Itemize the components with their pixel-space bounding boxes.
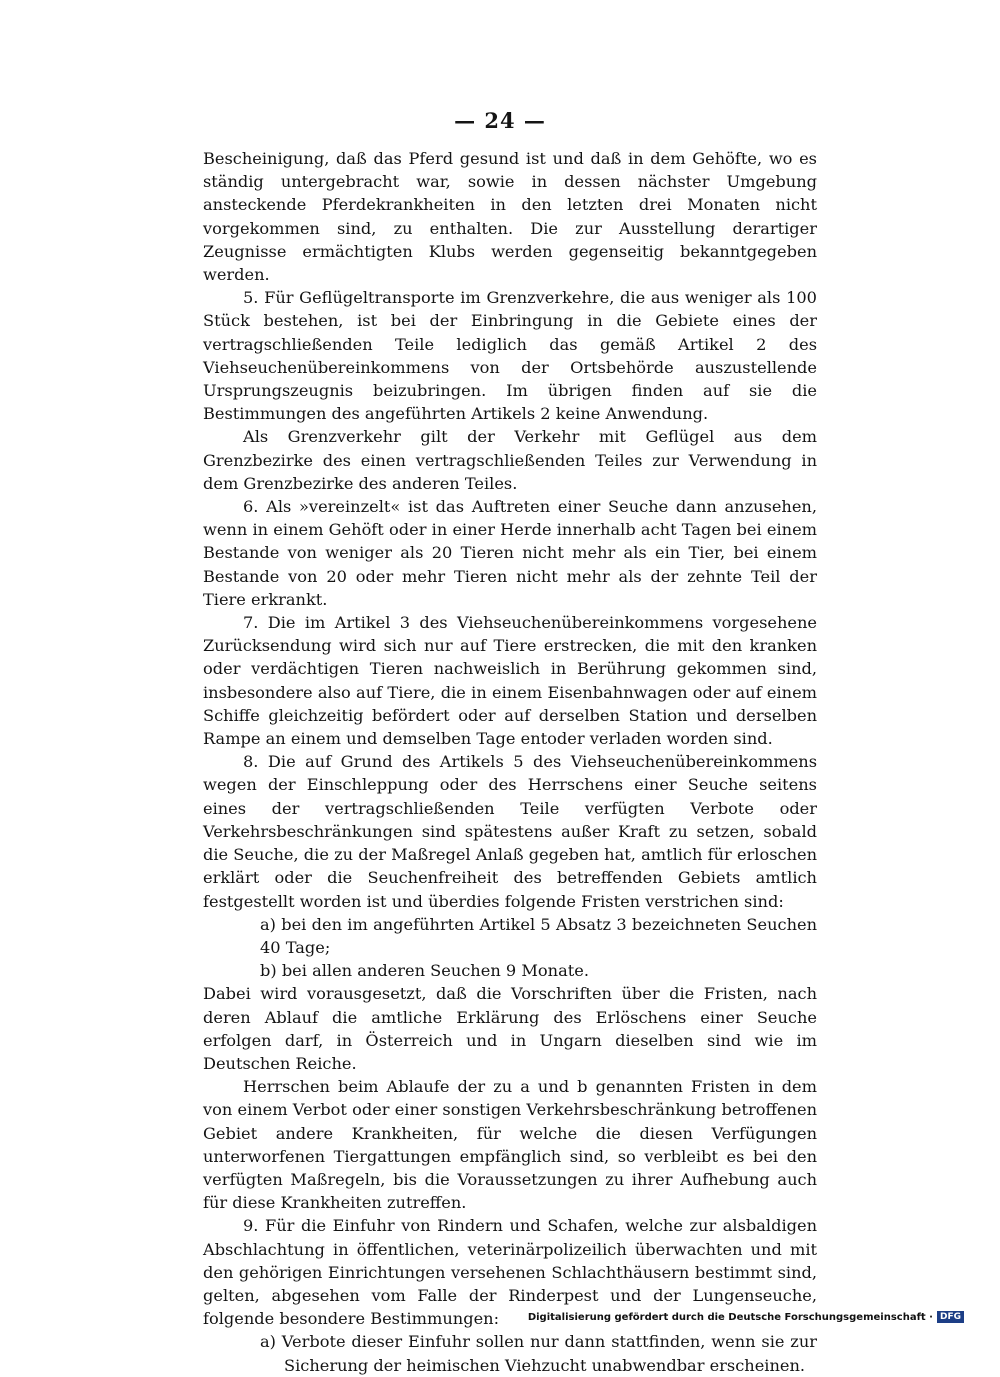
paragraph-section-7: 7. Die im Artikel 3 des Viehseuchenübereinkommens vorgesehene Zurücksendung wird sich nur auf Tiere erstrecken, die mit den kranken oder verdächtigen Tieren nachweislich in Berührung gekommen sind, insbesondere also auf Tiere, die in einem Eisenbahnwagen oder auf einem Schiffe gleichzeitig befördert oder auf derselben Station und derselben Rampe an einem und demselben Tage entoder verladen worden sind. <box>203 613 817 749</box>
page-number: — 24 — <box>454 108 546 133</box>
paragraph-certificate-continuation: Bescheinigung, daß das Pferd gesund ist und daß in dem Gehöfte, wo es ständig untergebracht war, sowie in dessen nächster Umgebung ansteckende Pferdekrankheiten in den letzten drei Monaten nicht vorgekommen sind, zu enthalten. Die zur Ausstellung derartiger Zeugnisse ermächtigten Klubs werden gegenseitig bekanntgegeben werden. <box>203 149 817 285</box>
footer-credit-text: Digitalisierung gefördert durch die Deutsche Forschungsgemeinschaft · <box>527 1311 933 1323</box>
digitization-footer <box>528 1311 964 1323</box>
paragraph-section-6: 6. Als »vereinzelt« ist das Auftreten einer Seuche dann anzusehen, wenn in einem Gehöft oder in einer Herde innerhalb acht Tagen bei einem Bestande von weniger als 20 Tieren nicht mehr als ein Tier, bei einem Bestande von 20 oder mehr Tieren nicht mehr als der zehnte Teil der Tiere erkrankt. <box>203 497 817 609</box>
paragraph-section-9: 9. Für die Einfuhr von Rindern und Schafen, welche zur alsbaldigen Abschlachtung in öffentlichen, veterinärpolizeilich überwachten und mit den gehörigen Einrichtungen versehenen Schlachthäusern bestimmt sind, gelten, abgesehen vom Falle der Rinderpest und der Lungenseuche, folgende besondere Bestimmungen: <box>203 1216 817 1329</box>
paragraph-prerequisite: Dabei wird vorausgesetzt, daß die Vorschriften über die Fristen, nach deren Ablauf die amtliche Erklärung des Erlöschens einer Seuche erfolgen darf, in Österreich und in Ungarn dieselben sind wie im Deutschen Reiche. <box>203 984 817 1073</box>
list-item-9a: a) Verbote dieser Einfuhr sollen nur dann stattfinden, wenn sie zur Sicherung der heimischen Viehzucht unabwendbar erscheinen. <box>260 1332 817 1375</box>
list-item-8a: a) bei den im angeführten Artikel 5 Absatz 3 bezeichneten Seuchen 40 Tage; <box>260 914 817 957</box>
dfg-logo: DFG <box>937 1311 964 1323</box>
body-text <box>203 147 817 1377</box>
list-item-8b: b) bei allen anderen Seuchen 9 Monate. <box>260 961 589 981</box>
paragraph-section-5: 5. Für Geflügeltransporte im Grenzverkehre, die aus weniger als 100 Stück bestehen, ist bei der Einbringung in die Gebiete eines der vertragschließenden Teile lediglich das gemäß Artikel 2 des Viehseuchenübereinkommens von der Ortsbehörde auszustellende Ursprungszeugnis beizubringen. Im übrigen finden auf sie die Bestimmungen des angeführten Artikels 2 keine Anwendung. <box>203 288 817 424</box>
paragraph-section-8: 8. Die auf Grund des Artikels 5 des Viehseuchenübereinkommens wegen der Einschleppung oder des Herrschens einer Seuche seitens eines der vertragschließenden Teile verfügten Verbote oder Verkehrsbeschränkungen sind spätestens außer Kraft zu setzen, sobald die Seuche, die zu der Maßregel Anlaß gegeben hat, amtlich für erloschen erklärt oder die Seuchenfreiheit des betreffenden Gebiets amtlich festgestellt worden ist und überdies folgende Fristen verstrichen sind: <box>203 752 817 911</box>
paragraph-border-traffic: Als Grenzverkehr gilt der Verkehr mit Geflügel aus dem Grenzbezirke des einen vertragschließenden Teiles zur Verwendung in dem Grenzbezirke des anderen Teiles. <box>203 427 817 493</box>
paragraph-other-diseases: Herrschen beim Ablaufe der zu a und b genannten Fristen in dem von einem Verbot oder einer sonstigen Verkehrsbeschränkung betroffenen Gebiet andere Krankheiten, für welche die diesen Verfügungen unterworfenen Tiergattungen empfänglich sind, so verbleibt es bei den verfügten Maßregeln, bis die Voraussetzungen zu ihrer Aufhebung auch für diese Krankheiten zutreffen. <box>203 1077 817 1213</box>
